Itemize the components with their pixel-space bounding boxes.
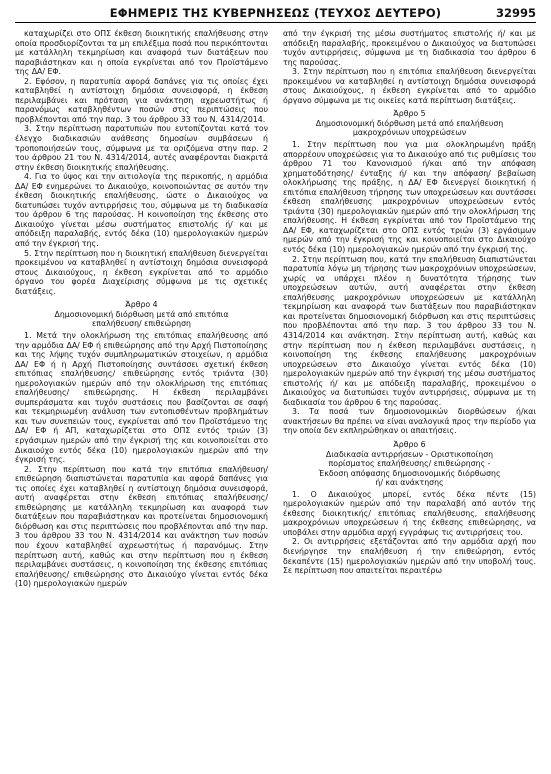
- left-column: [15, 29, 268, 589]
- gazette-title: ΕΦΗΜΕΡΙΣ ΤΗΣ ΚΥΒΕΡΝΗΣΕΩΣ (ΤΕΥΧΟΣ ΔΕΥΤΕΡΟ): [109, 6, 442, 20]
- paragraph: 2. Οι αντιρρήσεις εξετάζονται από την αρμόδια αρχή που διενήργησε την επαλήθευση ή την επιθεώρηση, εντός δεκαπέντε (15) ημερολογιακών ημερών από την υποβολή τους. Σε περίπτωση που απαιτείται περαιτέρω: [283, 537, 536, 576]
- article-6-title: Άρθρο 6: [393, 439, 426, 449]
- paragraph: από την έγκρισή της μέσω συστήματος επιστολής ή/ και με απόδειξη παραλαβής, προκειμένου ο Δικαιούχος να διατυπώσει τυχόν αντιρρήσεις, σύμφωνα με τη διαδικασία του άρθρου 6 της παρούσας.: [283, 29, 536, 67]
- article-heading-line: Δημοσιονομική διόρθωση μετά από επαλήθευση: [315, 118, 504, 128]
- article-4-title: Άρθρο 4: [125, 300, 158, 310]
- article-heading-line: πορίσματος επαλήθευσης/ επιθεώρησης -: [328, 459, 491, 469]
- paragraph: 3. Τα ποσά των δημοσιονομικών διορθώσεων ή/και ανακτήσεων θα πρέπει να είναι αναλογικά προς την περίοδο για την οποία δεν εκπληρώθηκαν οι απαιτήσεις.: [283, 407, 536, 436]
- article-heading-line: επαλήθευση/ επιθεώρηση: [92, 319, 191, 329]
- article-heading-line: Διαδικασία αντιρρήσεων - Οριστικοποίηση: [325, 449, 494, 459]
- article-5-title: Άρθρο 5: [393, 109, 426, 119]
- article-6-heading: [283, 450, 536, 488]
- paragraph: 1. Μετά την ολοκλήρωση της επιτόπιας επαλήθευσης από την αρμόδια ΔΑ/ ΕΦ ή επιθεώρησης από την Αρχή Πιστοποίησης και της λήψης τυχόν συμπληρωματικών στοιχείων, η αρμόδια ΔΑ/ ΕΦ ή η Αρχή Πιστοποίησης συντάσσει σχετική έκθεση επιτόπιας επαλήθευσης/ επιθεώρησης εντός τριάντα (30) ημερολογιακών ημερών από την ολοκλήρωση της επιτόπιας επαλήθευσης/ επιθεώρησης. Η έκθεση περιλαμβάνει συμπεράσματα και τυχόν συστάσεις που βασίζονται σε σαφή και τεκμηριωμένη ανάλυση των εντοπισθέντων προβλημάτων και των συνεπειών τους, εγκρίνεται από τον Προϊστάμενο της ΔΑ/ ΕΦ ή ΑΠ, καταχωρίζεται στο ΟΠΣ εντός τριών (3) εργάσιμων ημερών από την έγκρισή της και κοινοποιείται στο Δικαιούχο εντός δέκα (10) ημερολογιακών ημερών από την έγκρισή της.: [15, 330, 268, 465]
- paragraph: καταχωρίζει στο ΟΠΣ έκθεση διοικητικής επαλήθευσης στην οποία προσδιορίζονται τα μη επιλέξιμα ποσά που περικόπτονται με κατάλληλη τεκμηρίωση και αναφορά των διατάξεων που παραβιάστηκαν και η οποία εγκρίνεται από τον Προϊστάμενο της ΔΑ/ ΕΦ.: [15, 29, 268, 77]
- paragraph: 2. Στην περίπτωση που, κατά την επαλήθευση διαπιστώνεται παρατυπία λόγω μη τήρησης των μακροχρόνιων υποχρεώσεων, χωρίς να υπάρχει πλέον η δυνατότητα τήρησης των υποχρεώσεων αυτών, αυτή αναφέρεται στην έκθεση επαλήθευσης μακροχρόνιων υποχρεώσεων με κατάλληλη τεκμηρίωση και αναφορά των διατάξεων που παραβιάστηκαν και προτείνεται δημοσιονομική διόρθωση και στις περιπτώσεις που προβλέπονται από την παρ. 3 του άρθρου 33 του Ν. 4314/2014 και ανάκτηση. Στην περίπτωση αυτή, καθώς και στην περίπτωση που η έκθεση περιλαμβάνει συστάσεις, η κοινοποίηση της έκθεσης επαλήθευσης μακροχρόνιων υποχρεώσεων στο Δικαιούχο γίνεται εντός δέκα (10) ημερολογιακών ημερών από την έγκρισή της μέσω συστήματος επιστολής ή/ και με απόδειξη παραλαβής, προκειμένου ο Δικαιούχος να διατυπώσει τυχόν αντιρρήσεις, σύμφωνα με τη διαδικασία του άρθρου 6 της παρούσας.: [283, 254, 536, 407]
- paragraph: 1. Στην περίπτωση που για μια ολοκληρωμένη πράξη απορρέουν υποχρεώσεις για το Δικαιούχο από τις ρυθμίσεις του άρθρου 71 του Κανονισμού ή/και από την απόφαση χρηματοδότησης/ ένταξης ή/ και την απόφαση/ βεβαίωση ολοκλήρωσης της πράξης, η ΔΑ/ ΕΦ διενεργεί διοικητική ή επιτόπια επαλήθευση τήρησης των υποχρεώσεων και συντάσσει έκθεση επαλήθευσης μακροχρόνιων υποχρεώσεων εντός τριάντα (30) ημερολογιακών ημερών από την ολοκλήρωση της επαλήθευσης. Η έκθεση εγκρίνεται από τον Προϊστάμενο της ΔΑ/ ΕΦ, καταχωρίζεται στο ΟΠΣ εντός τριών (3) εργάσιμων ημερών από την έγκρισή της και κοινοποιείται στο Δικαιούχο εντός δέκα (10) ημερολογιακών ημερών από την έγκρισή της.: [283, 140, 536, 255]
- article-heading-line: μακροχρόνιων υποχρεώσεων: [352, 128, 467, 138]
- article-5-heading: [283, 119, 536, 138]
- paragraph: 2. Εφόσον, η παρατυπία αφορά δαπάνες για τις οποίες έχει καταβληθεί η αντίστοιχη δημόσια συνεισφορά, η έκθεση περιλαμβάνει και πρόταση για ανάκτηση αχρεωστήτως ή παρανόμως καταβληθέντων ποσών στις περιπτώσεις που προβλέπονται από την παρ. 3 του άρθρου 33 του Ν. 4314/2014.: [15, 76, 268, 124]
- article-4-heading: [15, 310, 268, 329]
- article-heading-line: Δημοσιονομική διόρθωση μετά από επιτόπια: [54, 309, 229, 319]
- page-number: 32995: [495, 6, 536, 20]
- paragraph: 1. Ο Δικαιούχος μπορεί, εντός δέκα πέντε (15) ημερολογιακών ημερών από την παραλαβή από αυτόν της έκθεσης διοικητικής/ επιτόπιας επαλήθευσης, επαλήθευσης μακροχρόνιων υποχρεώσεων ή της έκθεσης επιθεώρησης, να υποβάλει στην αρμόδια αρχή εγγράφως τις αντιρρήσεις του.: [283, 489, 536, 537]
- paragraph: 4. Για το ύψος και την αιτιολογία της περικοπής, η αρμόδια ΔΑ/ ΕΦ ενημερώνει το Δικαιούχο, κοινοποιώντας σε αυτόν την έκθεση διοικητικής επαλήθευσης, ώστε ο Δικαιούχος να διατυπώσει τυχόν αντιρρήσεις του, σύμφωνα με τη διαδικασία του άρθρου 6 της παρούσας. Η κοινοποίηση της έκθεσης στο Δικαιούχο γίνεται μέσω συστήματος επιστολής ή/ και με απόδειξη παραλαβής, εντός δέκα (10) ημερολογιακών ημερών από την έγκρισή της.: [15, 172, 268, 249]
- article-heading-line: Έκδοση απόφασης δημοσιονομικής διόρθωσης: [318, 468, 501, 478]
- page-header: [15, 6, 536, 23]
- article-heading-line: ή/ και ανάκτησης: [375, 478, 444, 488]
- two-column-body: [15, 29, 536, 589]
- paragraph: 2. Στην περίπτωση που κατά την επιτόπια επαλήθευση/ επιθεώρηση διαπιστώνεται παρατυπία και αφορά δαπάνες για τις οποίες έχει καταβληθεί η αντίστοιχη δημόσια συνεισφορά, αυτή αναφέρεται στην έκθεση επιτόπιας επαλήθευσης/ επιθεώρησης με κατάλληλη τεκμηρίωση και αναφορά των διατάξεων που παραβιάστηκαν και προτείνεται δημοσιονομική διόρθωση και στις περιπτώσεις που προβλέπονται από την παρ. 3 του άρθρου 33 του Ν. 4314/2014 και ανάκτηση των ποσών που έχουν καταβληθεί αχρεωστήτως ή παρανόμως. Στην περίπτωση αυτή, καθώς και στην περίπτωση που η έκθεση περιλαμβάνει συστάσεις, η κοινοποίηση της έκθεσης επιτόπιας επαλήθευσης/ επιθεώρησης στο Δικαιούχο γίνεται εντός δέκα (10) ημερολογιακών ημερών: [15, 464, 268, 589]
- paragraph: 5. Στην περίπτωση που η διοικητική επαλήθευση διενεργείται προκειμένου να καταβληθεί η αντίστοιχη δημόσια συνεισφορά στους Δικαιούχους, η έκθεση εγκρίνεται από το αρμόδιο όργανο του φορέα Διαχείρισης σύμφωνα με τις σχετικές διατάξεις.: [15, 248, 268, 296]
- paragraph: 3. Στην περίπτωση που η επιτόπια επαλήθευση διενεργείται προκειμένου να καταβληθεί η αντίστοιχη δημόσια συνεισφορά στους Δικαιούχους, η έκθεση εγκρίνεται από το αρμόδιο όργανο σύμφωνα με τις οικείες κατά περίπτωση διατάξεις.: [283, 67, 536, 105]
- right-column: [283, 29, 536, 589]
- paragraph: 3. Στην περίπτωση παρατυπιών που εντοπίζονται κατά τον έλεγχο διαδικασιών ανάθεσης δημοσίων συμβάσεων ή τροποποιήσεών τους, σύμφωνα με τα οριζόμενα στην παρ. 2 του άρθρου 21 του Ν. 4314/2014, αυτές αναφέρονται διακριτά στην έκθεση διοικητικής επαλήθευσης.: [15, 124, 268, 172]
